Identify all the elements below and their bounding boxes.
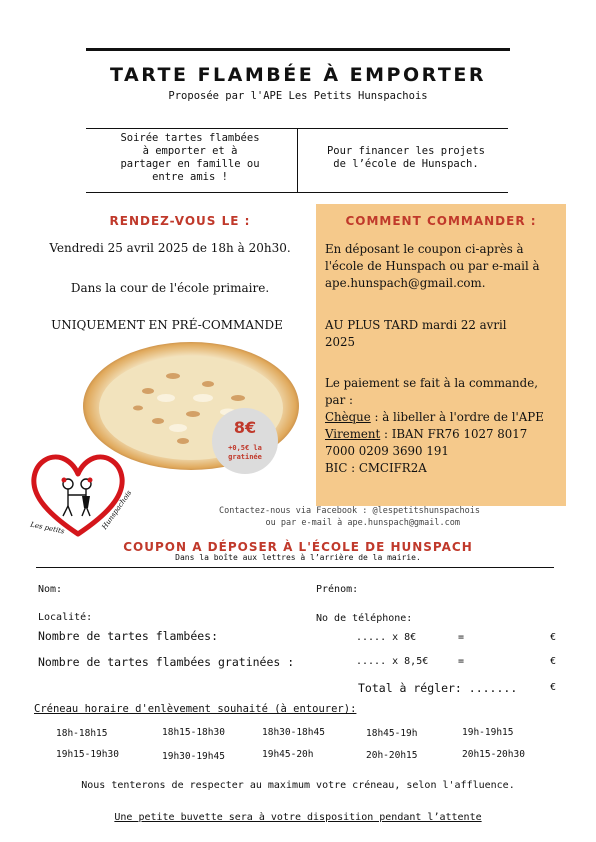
rendezvous-date: Vendredi 25 avril 2025 de 18h à 20h30. (49, 241, 291, 255)
logo-text-1: Les petits (29, 520, 66, 536)
order-row-1-equals: = (458, 632, 465, 643)
telephone-field[interactable]: No de téléphone: (316, 613, 413, 624)
slot-option[interactable]: 18h30-18h45 (262, 727, 325, 738)
localite-field[interactable]: Localité: (38, 612, 93, 623)
rendezvous-title: RENDEZ-VOUS LE : (109, 214, 251, 228)
intro-left: Soirée tartes flambées à emporter et à partager en famille ou entre amis ! (120, 132, 260, 183)
rendezvous-place: Dans la cour de l'école primaire. (70, 281, 270, 295)
coupon-rule (36, 567, 554, 568)
buvette-note: Une petite buvette sera à votre disposition pendant l’attente (114, 812, 482, 823)
payment-info: Le paiement se fait à la commande, par : Chèque : à libeller à l'ordre de l'APE Virement : IBAN FR76 1027 8017 7000 0209 3690 191 BIC : CMCIFR2A (325, 376, 544, 475)
how-to-order-title: COMMENT COMMANDER : (345, 214, 537, 228)
order-instructions: En déposant le coupon ci-après à l'école de Hunspach ou par e-mail à ape.hunspach@gmail.com. (325, 242, 540, 290)
contact-facebook: Contactez-nous via Facebook : @lespetitshunspachois (219, 506, 480, 516)
slot-option[interactable]: 19h45-20h (262, 749, 314, 760)
page-subtitle: Proposée par l'APE Les Petits Hunspachois (168, 90, 428, 102)
slots-title: Créneau horaire d'enlèvement souhaité (à entourer): (34, 703, 357, 715)
slot-option[interactable]: 18h15-18h30 (162, 727, 225, 738)
intro-box (86, 128, 508, 193)
slot-option[interactable]: 18h-18h15 (56, 728, 108, 739)
top-rule (86, 48, 510, 51)
virement-label: Virement (325, 427, 381, 441)
intro-divider (297, 129, 298, 192)
order-deadline: AU PLUS TARD mardi 22 avril 2025 (325, 318, 507, 349)
price-badge (212, 408, 278, 474)
nom-field[interactable]: Nom: (38, 584, 63, 595)
total-field[interactable]: Total à régler: ....... (358, 681, 518, 695)
slot-option[interactable]: 19h15-19h30 (56, 749, 119, 760)
order-row-2-euro: € (550, 656, 557, 667)
order-row-2-label: Nombre de tartes flambées gratinées : (38, 655, 295, 669)
contact-email: ou par e-mail à ape.hunspach@gmail.com (265, 518, 460, 528)
slot-option[interactable]: 19h30-19h45 (162, 751, 225, 762)
total-euro: € (550, 682, 557, 693)
intro-right: Pour financer les projets de l’école de Hunspach. (326, 145, 486, 170)
order-row-1-euro: € (550, 632, 557, 643)
order-row-2-equals: = (458, 656, 465, 667)
order-row-1-calc[interactable]: ..... x 8€ (356, 632, 417, 643)
slot-option[interactable]: 18h45-19h (366, 728, 418, 739)
order-row-2-calc[interactable]: ..... x 8,5€ (356, 656, 429, 667)
cheque-label: Chèque (325, 410, 371, 424)
how-to-order-box (316, 204, 566, 506)
coupon-subtitle: Dans la boîte aux lettres à l’arrière de la mairie. (175, 553, 421, 562)
coupon-title: COUPON A DÉPOSER À L'ÉCOLE DE HUNSPACH (123, 540, 473, 554)
logo-text-2: Hunspachois (100, 488, 134, 532)
price-main: 8€ (233, 418, 257, 437)
slot-option[interactable]: 19h-19h15 (462, 727, 514, 738)
slot-note: Nous tenterons de respecter au maximum votre créneau, selon l'affluence. (81, 780, 515, 791)
precommande-note: UNIQUEMENT EN PRÉ-COMMANDE (51, 318, 283, 332)
page-title: TARTE FLAMBÉE À EMPORTER (110, 64, 486, 86)
slot-option[interactable]: 20h15-20h30 (462, 749, 525, 760)
order-row-1-label: Nombre de tartes flambées: (38, 629, 219, 643)
prenom-field[interactable]: Prénom: (316, 584, 359, 595)
slot-option[interactable]: 20h-20h15 (366, 750, 418, 761)
price-extra: +0,5€ la gratinée (228, 444, 262, 461)
